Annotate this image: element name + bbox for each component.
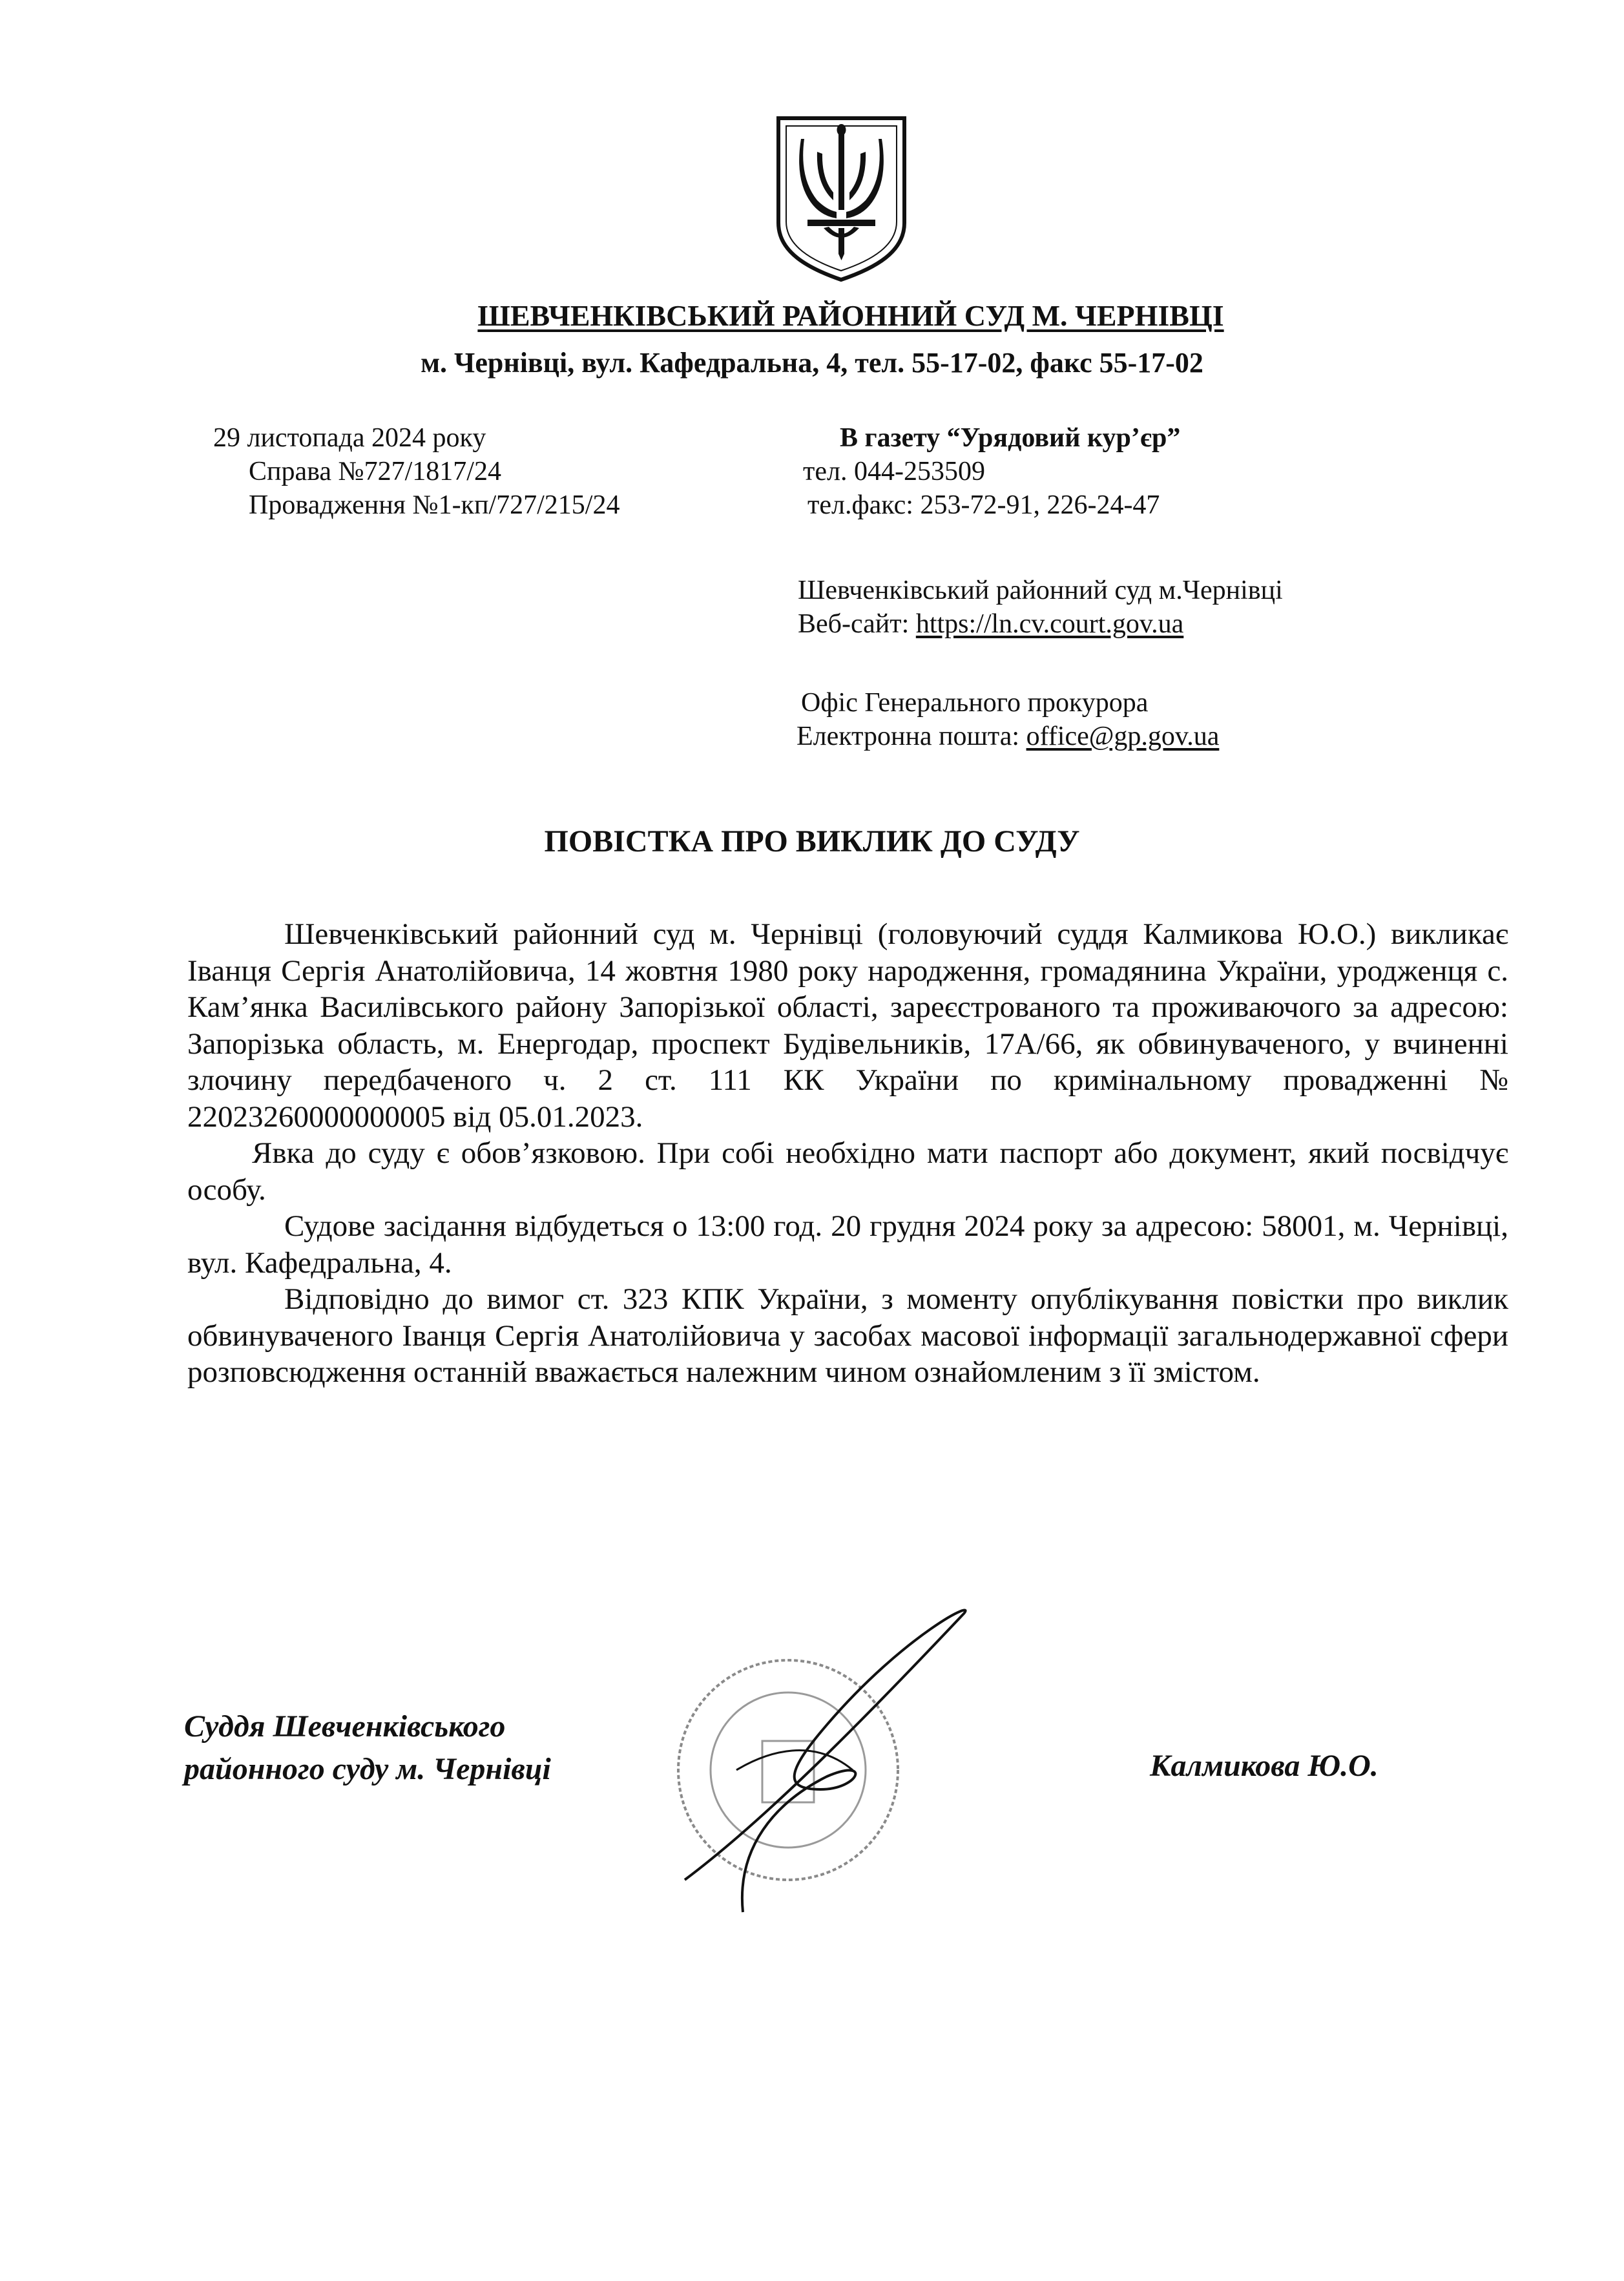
website-line bbox=[798, 607, 1183, 641]
recipient-fax: тел.факс: 253-72-91, 226-24-47 bbox=[807, 490, 1160, 520]
judge-position-line1: Суддя Шевченківського bbox=[184, 1709, 506, 1744]
document-date: 29 листопада 2024 року bbox=[213, 423, 486, 453]
newspaper-recipient: В газету “Урядовий кур’єр” bbox=[840, 423, 1181, 453]
paragraph-summons: Шевченківський районний суд м. Чернівці (головуючий суддя Калмикова Ю.О.) викликає Іванця Сергія Анатолійовича, 14 жовтня 1980 року народження, громадянина України, уродженця с. Кам’янка Василівського району Запорізької області, зареєстрованого та проживаючого за адресою: Запорізька область, м. Енергодар, проспект Будівельників, 17А/66, як обвинуваченого, у вчиненні злочину передбаченого ч. 2 ст. 111 КК України по кримінальному провадженні № 22023260000000005 від 05.01.2023. bbox=[187, 917, 1508, 1134]
website-label: Веб-сайт: bbox=[798, 609, 916, 639]
email-label: Електронна пошта: bbox=[796, 722, 1026, 751]
court-recipient-line: Шевченківський районний суд м.Чернівці bbox=[798, 576, 1283, 605]
judge-name: Калмикова Ю.О. bbox=[1150, 1749, 1379, 1783]
body-paragraphs bbox=[187, 916, 1508, 1391]
document-title: ПОВІСТКА ПРО ВИКЛИК ДО СУДУ bbox=[544, 824, 1080, 859]
paragraph-hearing: Судове засідання відбудеться о 13:00 год. 20 грудня 2024 року за адресою: 58001, м. Чернівці, вул. Кафедральна, 4. bbox=[187, 1209, 1508, 1280]
paragraph-legal-notice: Відповідно до вимог ст. 323 КПК України, з моменту опублікування повістки про виклик обвинуваченого Іванця Сергія Анатолійовича у засобах масової інформації загальнодержавної сфери розповсюдження останній вважається належним чином ознайомленим з її змістом. bbox=[187, 1282, 1508, 1389]
coat-of-arms-icon bbox=[772, 113, 911, 284]
court-name-heading: ШЕВЧЕНКІВСЬКИЙ РАЙОННИЙ СУД М. ЧЕРНІВЦІ bbox=[477, 299, 1224, 332]
case-number: Справа №727/1817/24 bbox=[249, 457, 501, 486]
email-link[interactable]: office@gp.gov.ua bbox=[1026, 722, 1220, 751]
proceeding-number: Провадження №1-кп/727/215/24 bbox=[249, 490, 620, 520]
recipient-phone: тел. 044-253509 bbox=[803, 457, 985, 486]
judge-position bbox=[184, 1705, 551, 1791]
court-seal-stamp bbox=[659, 1576, 995, 1964]
court-address: м. Чернівці, вул. Кафедральна, 4, тел. 55-17-02, факс 55-17-02 bbox=[421, 347, 1203, 379]
paragraph-attendance: Явка до суду є обов’язковою. При собі необхідно мати паспорт або документ, який посвідчує особу. bbox=[187, 1136, 1508, 1207]
website-link[interactable]: https://ln.cv.court.gov.ua bbox=[915, 609, 1184, 639]
prosecutor-line: Офіс Генерального прокурора bbox=[801, 688, 1149, 718]
judge-position-line2: районного суду м. Чернівці bbox=[184, 1752, 551, 1786]
email-line bbox=[796, 720, 1219, 753]
